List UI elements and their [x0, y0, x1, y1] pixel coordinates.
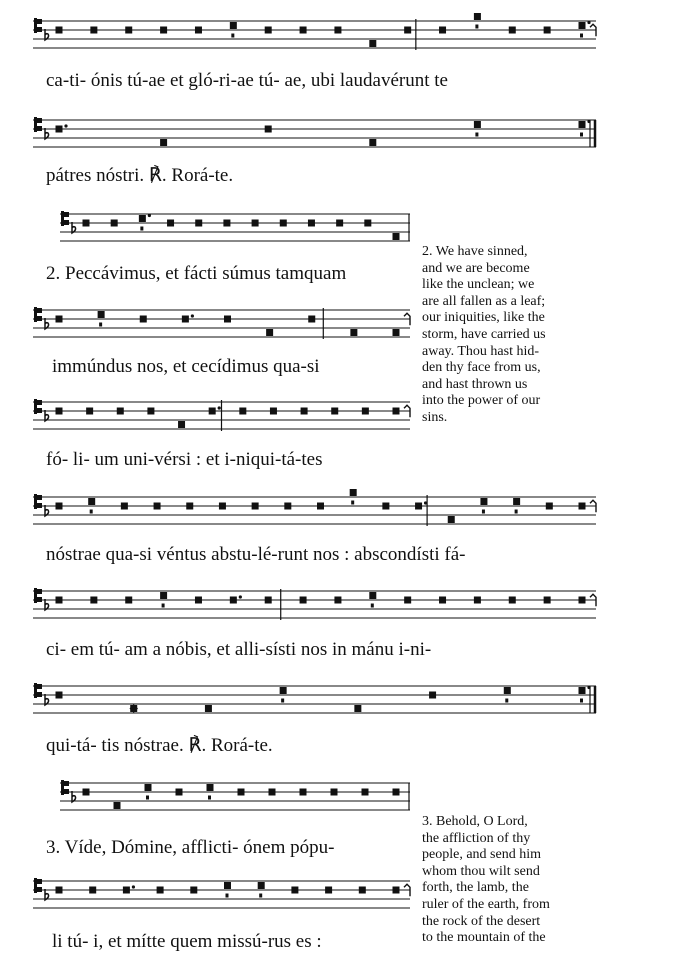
staff-svg	[33, 679, 596, 720]
neume-note	[382, 503, 389, 510]
clef-icon	[37, 400, 42, 405]
flat-icon	[45, 29, 49, 40]
staff-4	[33, 303, 410, 344]
episema-mark	[475, 133, 478, 137]
neume-note	[147, 408, 154, 415]
clef-icon	[34, 399, 37, 414]
neume-note	[544, 27, 551, 34]
neume-note	[230, 22, 237, 29]
neume-note	[280, 220, 287, 227]
staff-5	[33, 395, 410, 436]
neume-note	[300, 27, 307, 34]
translation-line: the rock of the desert	[422, 913, 541, 929]
staff-2	[33, 113, 596, 154]
episema-mark	[580, 133, 583, 137]
staff-9	[60, 776, 410, 817]
episema-mark	[580, 699, 583, 703]
translation-line: are all fallen as a leaf;	[422, 293, 546, 309]
neume-note	[56, 126, 63, 133]
clef-icon	[61, 780, 64, 795]
neume-note	[56, 27, 63, 34]
neume-note	[123, 887, 130, 894]
clef-icon	[61, 211, 64, 226]
neume-note	[167, 220, 174, 227]
episema-mark	[580, 34, 583, 38]
clef-icon	[37, 19, 42, 24]
clef-icon	[37, 118, 42, 123]
neume-note	[125, 597, 132, 604]
neume-note	[111, 220, 118, 227]
neume-note	[336, 220, 343, 227]
neume-note	[90, 597, 97, 604]
clef-icon	[37, 308, 42, 313]
translation-line: into the power of our	[422, 393, 541, 409]
neume-note	[544, 597, 551, 604]
neume-note	[160, 27, 167, 34]
translation-line: away. Thou hast hid-	[422, 343, 540, 359]
episema-mark	[231, 34, 234, 38]
neume-note	[579, 22, 586, 29]
staff-3	[60, 207, 410, 248]
clef-icon	[37, 887, 42, 892]
translation-line: our iniquities, like the	[422, 310, 545, 326]
neume-note	[474, 13, 481, 20]
lyric-line-7: ci- em tú- am a nóbis, et alli-sísti nos in mánu i-ni-	[46, 639, 432, 660]
neume-note	[546, 503, 553, 510]
neume-note	[579, 687, 586, 694]
neume-note	[350, 329, 357, 336]
neume-note	[579, 597, 586, 604]
neume-note	[266, 329, 273, 336]
lyric-line-8: qui-tá- tis nóstrae. ℟. Rorá-te.	[46, 735, 273, 756]
clef-icon	[34, 307, 37, 322]
episema-mark	[90, 510, 93, 514]
neume-note	[439, 27, 446, 34]
neume-note	[480, 498, 487, 505]
neume-note	[317, 503, 324, 510]
episema-mark	[505, 699, 508, 703]
neume-note	[258, 882, 265, 889]
translation-line: people, and send him	[422, 847, 541, 863]
translation-line: like the unclean; we	[422, 277, 535, 293]
neume-note	[284, 503, 291, 510]
flat-icon	[45, 505, 49, 516]
neume-note	[224, 316, 231, 323]
neume-note	[265, 27, 272, 34]
staff-svg	[60, 776, 410, 817]
neume-note	[114, 802, 121, 809]
translation-line: forth, the lamb, the	[422, 880, 529, 896]
translation-verse-2	[422, 244, 598, 427]
neume-note	[579, 503, 586, 510]
neume-note	[83, 789, 90, 796]
neume-note	[56, 408, 63, 415]
lyric-line-3: 2. Peccávimus, et fácti súmus tamquam	[46, 263, 347, 284]
neume-note	[56, 316, 63, 323]
neume-note	[393, 233, 400, 240]
neume-note	[504, 687, 511, 694]
neume-note	[474, 597, 481, 604]
neume-note	[160, 139, 167, 146]
neume-note	[98, 311, 105, 318]
mora-dot	[148, 214, 151, 217]
neume-note	[269, 789, 276, 796]
clef-icon	[37, 684, 42, 689]
neume-note	[219, 503, 226, 510]
neume-note	[334, 27, 341, 34]
staff-8	[33, 679, 596, 720]
neume-note	[205, 705, 212, 712]
neume-note	[280, 687, 287, 694]
neume-note	[474, 121, 481, 128]
neume-note	[209, 408, 216, 415]
staff-svg	[33, 303, 410, 344]
translation-line: to the mountain of the	[422, 930, 546, 946]
clef-icon	[34, 18, 37, 33]
lyric-line-10: li tú- i, et mítte quem missú-rus es :	[52, 931, 322, 952]
staff-svg	[33, 490, 596, 531]
episema-mark	[351, 501, 354, 505]
neume-note	[224, 882, 231, 889]
clef-icon	[37, 503, 42, 508]
neume-note	[238, 789, 245, 796]
translation-verse-3	[422, 814, 598, 947]
mora-dot	[64, 124, 67, 127]
neume-note	[404, 27, 411, 34]
translation-line: storm, have carried us	[422, 326, 546, 342]
staff-svg	[33, 874, 410, 915]
staff-svg	[33, 584, 596, 625]
neume-note	[354, 705, 361, 712]
neume-note	[404, 597, 411, 604]
flat-icon	[45, 694, 49, 705]
neume-note	[393, 887, 400, 894]
translation-line: 2. We have sinned,	[422, 244, 528, 259]
neume-note	[223, 220, 230, 227]
translation-line: 3. Behold, O Lord,	[422, 814, 528, 829]
neume-note	[195, 220, 202, 227]
staff-7	[33, 584, 596, 625]
clef-icon	[34, 588, 37, 603]
neume-note	[509, 597, 516, 604]
clef-icon	[37, 597, 42, 602]
clef-icon	[37, 692, 42, 697]
episema-mark	[482, 510, 485, 514]
neume-note	[86, 408, 93, 415]
neume-note	[308, 316, 315, 323]
clef-icon	[64, 220, 69, 225]
staff-1	[33, 14, 596, 55]
clef-icon	[34, 117, 37, 132]
episema-mark	[475, 25, 478, 29]
neume-note	[195, 27, 202, 34]
staff-10	[33, 874, 410, 915]
neume-note	[89, 887, 96, 894]
neume-note	[439, 597, 446, 604]
neume-note	[121, 503, 128, 510]
neume-note	[509, 27, 516, 34]
mora-dot	[218, 406, 221, 409]
neume-note	[56, 597, 63, 604]
neume-note	[301, 408, 308, 415]
episema-mark	[162, 604, 165, 608]
clef-icon	[64, 212, 69, 217]
flat-icon	[45, 599, 49, 610]
flat-icon	[45, 128, 49, 139]
flat-icon	[45, 889, 49, 900]
translation-line: and hast thrown us	[422, 376, 528, 392]
lyric-line-1: ca-ti- ónis tú-ae et gló-ri-ae tú- ae, ubi laudavérunt te	[46, 70, 448, 91]
neume-note	[83, 220, 90, 227]
neume-note	[90, 27, 97, 34]
neume-note	[448, 516, 455, 523]
translation-line: and we are become	[422, 260, 530, 276]
translation-line: sins.	[422, 409, 448, 425]
neume-note	[252, 503, 259, 510]
neume-note	[230, 597, 237, 604]
neume-note	[56, 503, 63, 510]
mora-dot	[132, 885, 135, 888]
episema-mark	[371, 604, 374, 608]
flat-icon	[72, 791, 76, 802]
clef-icon	[37, 27, 42, 32]
neume-note	[186, 503, 193, 510]
neume-note	[300, 789, 307, 796]
lyric-line-5: fó- li- um uni-vérsi : et i-niqui-tá-tes	[46, 449, 323, 470]
neume-note	[325, 887, 332, 894]
flat-icon	[45, 318, 49, 329]
staff-svg	[33, 14, 596, 55]
neume-note	[252, 220, 259, 227]
lyric-line-4: immúndus nos, et cecídimus qua-si	[52, 356, 320, 377]
episema-mark	[146, 796, 149, 800]
clef-icon	[37, 408, 42, 413]
neume-note	[359, 887, 366, 894]
translation-line: whom thou wilt send	[422, 863, 540, 879]
neume-note	[160, 592, 167, 599]
clef-icon	[64, 789, 69, 794]
clef-icon	[37, 316, 42, 321]
neume-note	[88, 498, 95, 505]
neume-note	[393, 408, 400, 415]
translation-line: the affliction of thy	[422, 830, 531, 846]
mora-dot	[587, 21, 590, 24]
clef-icon	[34, 683, 37, 698]
neume-note	[513, 498, 520, 505]
lyric-line-6: nóstrae qua-si véntus abstu-lé-runt nos : abscondísti fá-	[46, 544, 466, 565]
lyric-line-2: pátres nóstri. ℟. Rorá-te.	[46, 165, 234, 186]
neume-note	[369, 139, 376, 146]
flat-icon	[72, 222, 76, 233]
neume-note	[117, 408, 124, 415]
neume-note	[369, 40, 376, 47]
neume-note	[393, 329, 400, 336]
neume-note	[308, 220, 315, 227]
episema-mark	[226, 894, 229, 898]
mora-dot	[191, 314, 194, 317]
episema-mark	[99, 323, 102, 327]
neume-note	[415, 503, 422, 510]
flat-icon	[45, 410, 49, 421]
clef-icon	[37, 879, 42, 884]
staff-svg	[33, 395, 410, 436]
translation-line: den thy face from us,	[422, 360, 541, 376]
neume-note	[364, 220, 371, 227]
neume-note	[300, 597, 307, 604]
neume-note	[362, 789, 369, 796]
clef-icon	[64, 781, 69, 786]
neume-note	[331, 789, 338, 796]
clef-icon	[37, 495, 42, 500]
clef-icon	[34, 494, 37, 509]
staff-svg	[33, 113, 596, 154]
clef-icon	[37, 589, 42, 594]
neume-note	[350, 489, 357, 496]
staff-6	[33, 490, 596, 531]
neume-note	[331, 408, 338, 415]
neume-note	[270, 408, 277, 415]
neume-note	[334, 597, 341, 604]
neume-note	[140, 316, 147, 323]
episema-mark	[140, 227, 143, 231]
neume-note	[265, 126, 272, 133]
neume-note	[362, 408, 369, 415]
episema-mark	[281, 699, 284, 703]
neume-note	[239, 408, 246, 415]
neume-note	[579, 121, 586, 128]
neume-note	[154, 503, 161, 510]
staff-svg	[60, 207, 410, 248]
neume-note	[178, 421, 185, 428]
neume-note	[393, 789, 400, 796]
clef-icon	[34, 878, 37, 893]
neume-note	[195, 597, 202, 604]
episema-mark	[208, 796, 211, 800]
neume-note	[145, 784, 152, 791]
translation-line: ruler of the earth, from	[422, 896, 550, 912]
neume-note	[190, 887, 197, 894]
neume-note	[125, 27, 132, 34]
neume-note	[429, 692, 436, 699]
episema-mark	[515, 510, 518, 514]
neume-note	[291, 887, 298, 894]
neume-note	[157, 887, 164, 894]
neume-note	[176, 789, 183, 796]
clef-icon	[37, 126, 42, 131]
neume-note	[56, 692, 63, 699]
lyric-line-9: 3. Víde, Dómine, afflicti- ónem pópu-	[46, 837, 335, 858]
neume-note	[369, 592, 376, 599]
neume-note	[182, 316, 189, 323]
mora-dot	[239, 595, 242, 598]
neume-note	[207, 784, 214, 791]
episema-mark	[259, 894, 262, 898]
neume-note	[265, 597, 272, 604]
neume-note	[139, 215, 146, 222]
neume-note	[56, 887, 63, 894]
